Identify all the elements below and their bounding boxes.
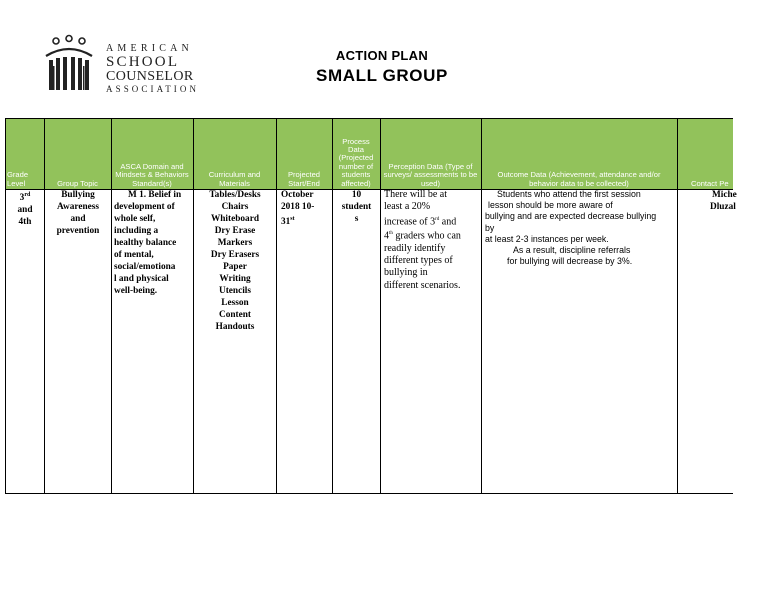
- text-line: Dluzal: [710, 202, 736, 212]
- logo-line-3: COUNSELOR: [106, 69, 194, 84]
- col-divider: [332, 118, 333, 494]
- text-line: 3rd: [19, 192, 31, 204]
- text-line: prevention: [56, 226, 100, 236]
- text-line: Chairs: [221, 202, 249, 212]
- text-line: Utencils: [218, 286, 252, 296]
- cell-perception: [384, 189, 481, 292]
- text-line: Bullying: [61, 190, 95, 200]
- text-line: As a result, discipline referrals: [513, 245, 631, 256]
- header-group-topic: Group Topic: [44, 118, 111, 189]
- text-line: and: [70, 214, 86, 224]
- text-line: of mental,: [114, 250, 154, 260]
- cell-process: [333, 189, 380, 225]
- text-line: 4th: [18, 217, 32, 228]
- cell-topic: [45, 189, 111, 237]
- text-line: development of: [114, 202, 175, 212]
- header-contact: Contact Pe: [677, 118, 733, 189]
- header-process-data: Process Data (Projected number of students affected): [332, 118, 380, 189]
- text-line: student: [341, 202, 372, 212]
- logo-line-2: SCHOOL: [106, 54, 180, 70]
- text-line: different types of: [384, 255, 453, 267]
- text-line: Handouts: [215, 322, 255, 332]
- cell-outcome: [485, 189, 677, 267]
- header-perception-data: Perception Data (Type of surveys/ assessments to be used): [380, 118, 481, 189]
- text-line: 31st: [281, 216, 295, 228]
- logo-line-4: ASSOCIATION: [106, 84, 200, 94]
- cell-grade: [6, 189, 44, 228]
- text-line: Dry Erase: [214, 226, 256, 236]
- text-line: Lesson: [221, 298, 249, 308]
- col-divider: [380, 118, 381, 494]
- text-line: 2018 10-: [281, 202, 315, 212]
- text-line: Writing: [219, 274, 251, 284]
- text-line: 10: [351, 190, 362, 200]
- text-line: Awareness: [56, 202, 99, 212]
- text-line: October: [281, 190, 314, 200]
- logo-line-1: AMERICAN: [106, 43, 193, 54]
- header-grade-level: Grade Level: [5, 118, 44, 189]
- logo-wordmark: [106, 44, 199, 94]
- page-title: ACTION PLAN: [335, 48, 429, 63]
- text-line: social/emotiona: [114, 262, 176, 272]
- text-line: including a: [114, 226, 159, 236]
- text-line: well-being.: [114, 286, 158, 296]
- col-divider: [111, 118, 112, 494]
- header-asca-standard: ASCA Domain and Mindsets & Behaviors Standard(s): [111, 118, 193, 189]
- text-line: Whiteboard: [210, 214, 260, 224]
- text-line: 4th graders who can: [384, 230, 461, 242]
- asca-logo: [44, 36, 204, 96]
- asca-emblem-icon: [44, 36, 104, 96]
- text-line: for bullying will decrease by 3%.: [507, 256, 633, 267]
- action-plan-table: [5, 118, 737, 494]
- text-line: least a 20%: [384, 201, 431, 213]
- text-line: There will be at: [384, 189, 448, 200]
- text-line: s: [354, 214, 359, 224]
- col-divider: [5, 118, 6, 494]
- text-line: increase of 3rd and: [384, 215, 457, 227]
- text-line: Students who attend the first session: [497, 189, 641, 199]
- cell-standard: [114, 189, 193, 297]
- text-line: at least 2-3 instances per week.: [485, 233, 609, 244]
- text-line: healthy balance: [114, 238, 177, 248]
- text-line: lesson should be more aware of: [488, 200, 613, 211]
- col-divider: [677, 118, 678, 494]
- cell-contact: [678, 189, 737, 213]
- text-line: l and physical: [114, 274, 169, 284]
- text-line: whole self,: [114, 214, 156, 224]
- text-line: Tables/Desks: [209, 190, 261, 200]
- text-line: different scenarios.: [384, 279, 461, 291]
- col-divider: [481, 118, 482, 494]
- text-line: Markers: [217, 238, 253, 248]
- table-border-top: [5, 118, 733, 119]
- text-line: Dry Erasers: [210, 250, 260, 260]
- text-line: and: [17, 205, 33, 216]
- header-curriculum: Curriculum and Materials: [193, 118, 276, 189]
- text-line: Miche: [712, 190, 737, 200]
- text-line: M 1. Belief in: [128, 190, 182, 200]
- text-line: Content: [218, 310, 252, 320]
- text-line: bullying and are expected decrease bullying: [485, 211, 657, 222]
- cell-materials: [194, 189, 276, 333]
- cell-dates: [281, 189, 332, 228]
- page-subtitle: SMALL GROUP: [316, 66, 448, 85]
- header-outcome-data: Outcome Data (Achievement, attendance and/or behavior data to be collected): [481, 118, 677, 189]
- col-divider: [44, 118, 45, 494]
- text-line: Paper: [223, 262, 247, 272]
- text-line: bullying in: [384, 267, 428, 279]
- col-divider: [276, 118, 277, 494]
- header-projected-dates: Projected Start/End: [276, 118, 332, 189]
- table-border-bottom: [5, 493, 733, 494]
- text-line: by: [485, 222, 495, 233]
- text-line: readily identify: [384, 242, 446, 254]
